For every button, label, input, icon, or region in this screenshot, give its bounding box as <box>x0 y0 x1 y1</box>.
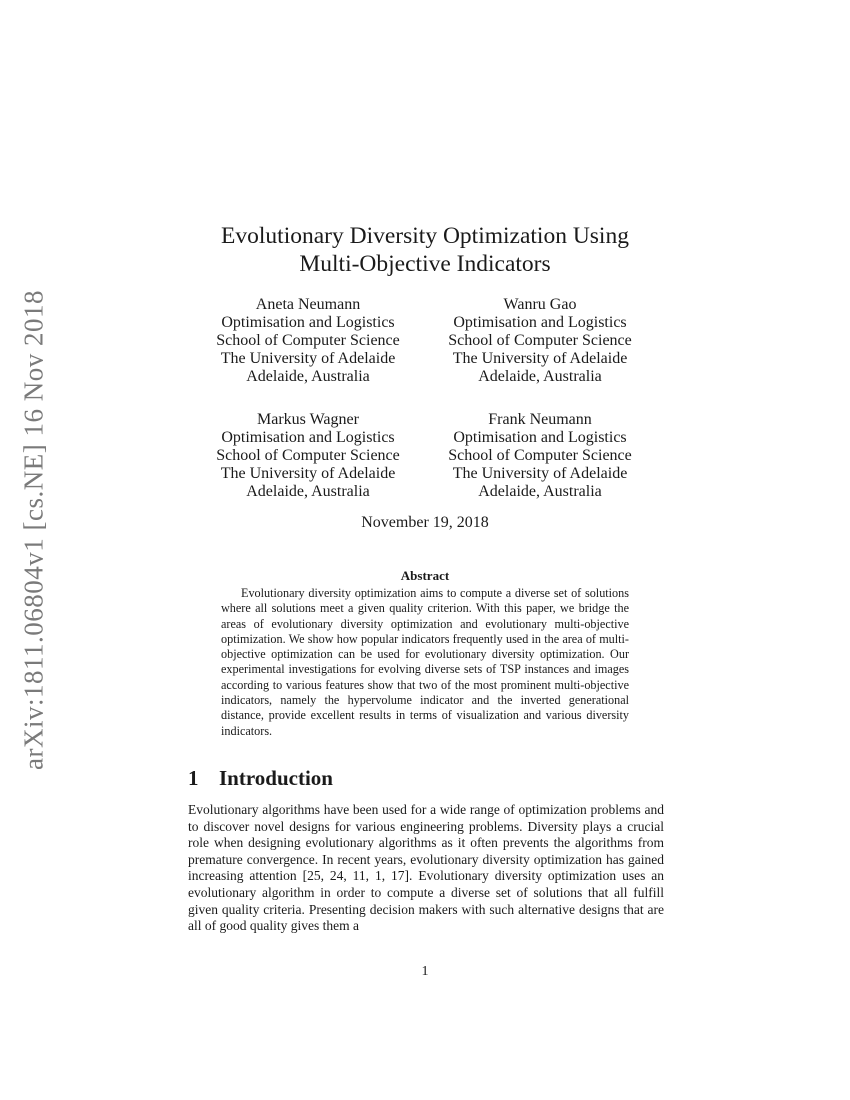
author-university: The University of Adelaide <box>452 350 628 367</box>
author-card <box>188 411 428 501</box>
section-number: 1 <box>188 766 199 790</box>
author-school: School of Computer Science <box>216 447 400 464</box>
author-school: School of Computer Science <box>216 332 400 349</box>
author-name: Aneta Neumann <box>255 296 361 313</box>
author-location: Adelaide, Australia <box>478 483 602 500</box>
page-number: 1 <box>421 964 429 979</box>
author-group: Optimisation and Logistics <box>453 314 627 331</box>
title-line-1: Evolutionary Diversity Optimization Using <box>221 223 629 249</box>
author-group: Optimisation and Logistics <box>221 314 395 331</box>
author-name: Markus Wagner <box>257 411 359 428</box>
section-title: Introduction <box>219 766 333 790</box>
author-university: The University of Adelaide <box>220 465 396 482</box>
author-school: School of Computer Science <box>448 447 632 464</box>
publication-date: November 19, 2018 <box>361 514 489 531</box>
author-location: Adelaide, Australia <box>246 368 370 385</box>
author-school: School of Computer Science <box>448 332 632 349</box>
author-location: Adelaide, Australia <box>246 483 370 500</box>
author-card <box>420 411 660 501</box>
author-group: Optimisation and Logistics <box>453 429 627 446</box>
author-card <box>188 296 428 386</box>
title-line-2: Multi-Objective Indicators <box>299 251 551 277</box>
arxiv-identifier-stamp: arXiv:1811.06804v1 [cs.NE] 16 Nov 2018 <box>18 290 49 770</box>
introduction-paragraph: Evolutionary algorithms have been used for a wide range of optimization problems and to discover novel designs for various engineering problems. Diversity plays a crucial role when designing evolutionary algorithms as it often prevents the algorithms from premature convergence. In recent years, evolutionary diversity optimization has gained increasing attention [25, 24, 11, 1, 17]. Evolutionary diversity optimization uses an evolutionary algorithm in order to compute a diverse set of solutions that all fulfill given quality criteria. Presenting decision makers with such alternative designs that are all of good quality gives them a <box>188 802 664 934</box>
abstract-text: Evolutionary diversity optimization aims to compute a diverse set of solutions where all solutions meet a given quality criterion. With this paper, we bridge the areas of evolutionary diversity optimization and evolutionary multi-objective optimization. We show how popular indicators frequently used in the area of multi-objective optimization can be used for evolutionary diversity optimization. Our experimental investigations for evolving diverse sets of TSP instances and images according to various features show that two of the most prominent multi-objective indicators, namely the hypervolume indicator and the inverted generational distance, provide excellent results in terms of visualization and various diversity indicators. <box>221 586 629 738</box>
author-university: The University of Adelaide <box>452 465 628 482</box>
author-name: Frank Neumann <box>488 411 592 428</box>
section-heading <box>188 766 333 791</box>
author-name: Wanru Gao <box>503 296 577 313</box>
author-location: Adelaide, Australia <box>478 368 602 385</box>
paper-title <box>150 222 700 278</box>
author-card <box>420 296 660 386</box>
author-group: Optimisation and Logistics <box>221 429 395 446</box>
author-university: The University of Adelaide <box>220 350 396 367</box>
abstract-heading: Abstract <box>400 568 450 583</box>
